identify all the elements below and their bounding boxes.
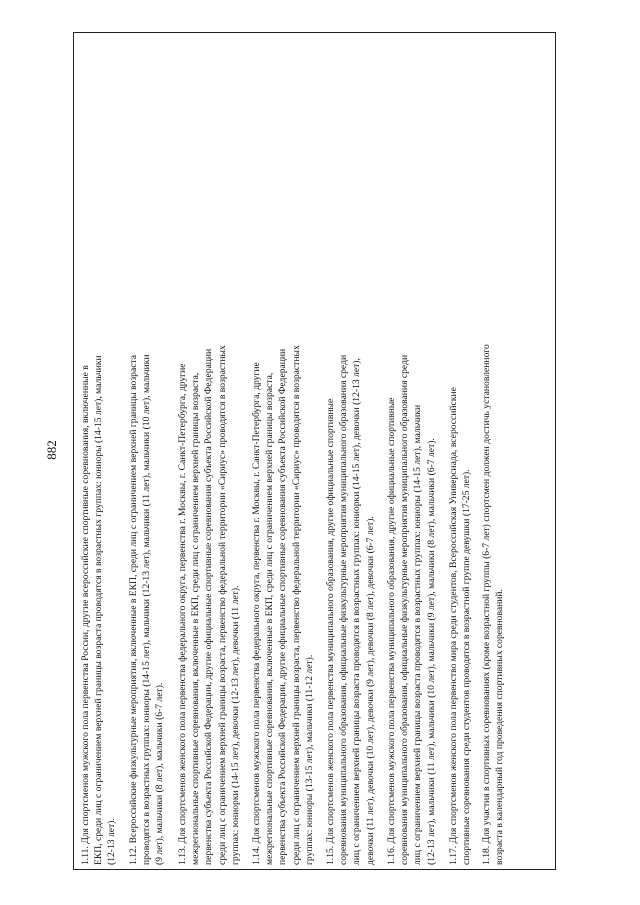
item-text-line: 1.18. Для участия в спортивных соревнованиях (кроме возрастной группы (6-7 лет) спортсмен должен достичь установленного — [481, 344, 492, 865]
list-item — [126, 33, 167, 869]
rotated-content — [45, 30, 560, 870]
item-text-line: межрегиональные спортивные соревнования, включенные в ЕКП, среди лиц с ограничением верхней границы возраста, — [264, 372, 276, 865]
item-text-line: ЕКП, среди лиц с ограничением верхней границы возраста проводятся в возрастных группах: юниоры (14-15 лет), мальчики — [93, 355, 105, 865]
list-item — [384, 33, 438, 869]
item-text-line: первенства субъекта Российской Федерации, другие официальные спортивные соревнования субъекта Российской Федерации — [277, 348, 289, 865]
item-text-line: спортивные соревнования среди студентов проводятся в возрастной группе девушки (17-25 лет). — [461, 469, 473, 865]
item-text-line: 1.16. Для спортсменов мужского пола первенства муниципального образования, другие официальные спортивные — [386, 397, 397, 865]
item-text-line: 1.14. Для спортсменов мужского пола первенства федерального округа, первенства г. Москвы, г. Санкт-Петербурга, другие — [251, 362, 262, 865]
list-item — [446, 33, 473, 869]
list-item — [78, 33, 119, 869]
item-text-line: соревнования муниципального образования, официальные физкультурные мероприятия муниципального образования среди — [338, 354, 350, 865]
item-text-line: (9 лет), мальчики (8 лет), мальчики (6-7 лет). — [154, 682, 166, 865]
list-item — [323, 33, 377, 869]
item-text-line: лиц с ограничением верхней границы возраста проводятся в возрастных группах: юниорки (14-15 лет), девочки (12-13 лет), — [351, 358, 363, 865]
table-frame — [73, 32, 556, 870]
list-item — [479, 33, 506, 869]
item-text-line: 1.12. Всероссийские физкультурные мероприятия, включенные в ЕКП, среди лиц с ограничением верхней границы возраста — [128, 354, 139, 865]
item-text-line: девочки (11 лет), девочки (10 лет), девочки (9 лет), девочки (8 лет), девочки (6-7 лет). — [364, 516, 376, 865]
item-text-line: межрегиональные спортивные соревнования, включенные в ЕКП, среди лиц с ограничением верхней границы возраста, — [190, 372, 202, 865]
item-text-line: среди лиц с ограничением верхней границы возраста, первенство федеральной территории «Сириус» проводятся в возрастных — [216, 345, 228, 865]
item-text-line: соревнования муниципального образования, официальные физкультурные мероприятия муниципального образования среди — [399, 354, 411, 865]
item-text-line: 1.13. Для спортсменов женского пола первенства федерального округа, первенства г. Москвы, г. Санкт-Петербурга, другие — [177, 363, 188, 865]
item-text-line: среди лиц с ограничением верхней границы возраста, первенство федеральной территории «Сириус» проводятся в возрастных — [290, 345, 302, 865]
items-column — [74, 33, 555, 869]
item-text-line: группах: юниорки (14-15 лет), девочки (12-13 лет), девочки (11 лет). — [229, 585, 241, 865]
item-text-line: (12-13 лет). — [106, 818, 118, 865]
item-text-line: 1.15. Для спортсменов женского пола первенства муниципального образования, другие официальные спортивные — [325, 398, 336, 865]
list-item — [175, 33, 242, 869]
item-text-line: группах: юниоры (13-15 лет), мальчики (11-12 лет). — [303, 654, 315, 865]
item-text-line: лиц с ограничением верхней границы возраста проводятся в возрастных группах: юниоры (14-15 лет), мальчики — [412, 404, 424, 865]
page-number: 882 — [44, 440, 59, 460]
item-text-line: 1.11. Для спортсменов мужского пола первенства России, другие всероссийские спортивные соревнования, включенные в — [80, 365, 91, 865]
item-text-line: (12-13 лет), мальчики (11 лет), мальчики (10 лет), мальчики (9 лет), мальчики (8 лет), мальчики (6-7 лет). — [425, 438, 437, 865]
item-text-line: возраста в календарный год проведения спортивных соревнований. — [494, 589, 506, 865]
item-text-line: первенства субъекта Российской Федерации, другие официальные спортивные соревнования субъекта Российской Федерации — [203, 348, 215, 865]
item-text-line: 1.17. Для спортсменов женского пола первенство мира среди студентов, Всероссийская Универсиада, всероссийские — [448, 387, 459, 865]
item-text-line: проводятся в возрастных группах: юниоры (14-15 лет), мальчики (12-13 лет), мальчики (11 лет), мальчики (10 лет), мальчики — [141, 354, 153, 865]
list-item — [249, 33, 316, 869]
